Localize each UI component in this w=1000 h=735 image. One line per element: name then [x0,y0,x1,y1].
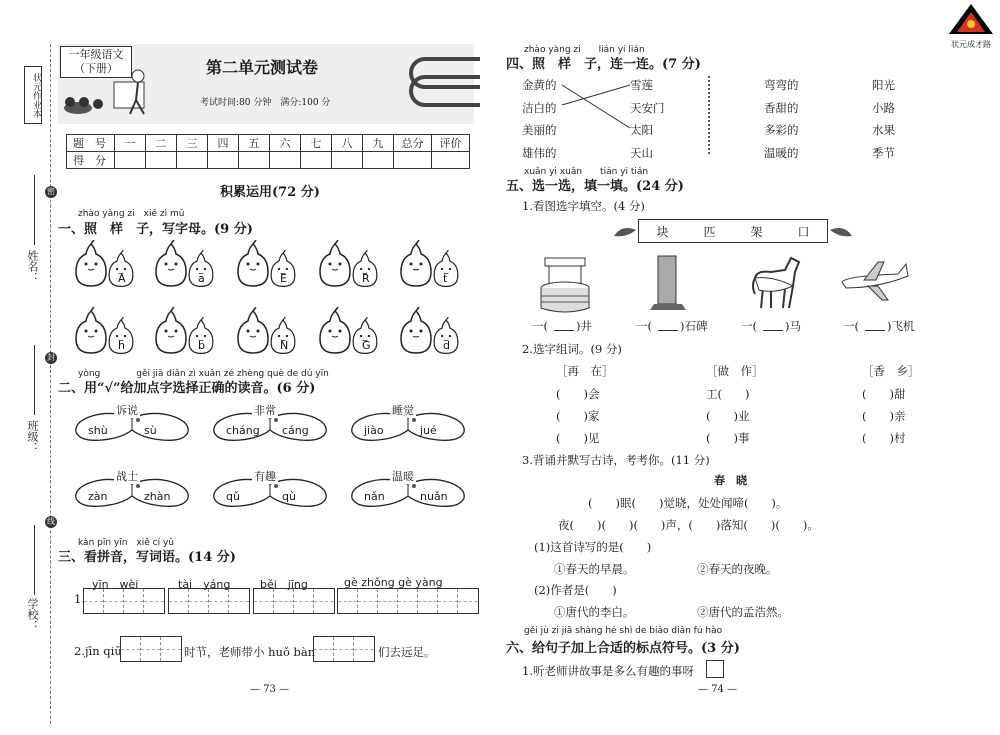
well-icon [535,250,595,315]
spine-mark-3: 线 [47,517,55,526]
word-group-head: ［做 作］ [706,364,764,378]
answer-grid-5[interactable] [120,636,182,662]
q3-row1-num: 1. [74,592,85,606]
score-header-row [67,135,470,152]
pic-fill-blank[interactable] [865,330,885,331]
q2-pinyin: yòng gěi jiā diǎn zì xuǎn zé zhèng què de dú yīn [78,369,329,379]
score-cell[interactable] [239,152,270,169]
col-total: 总分 [394,135,432,152]
emphasis-dot [136,484,140,488]
reading-word: 诉说 [116,404,138,417]
q3-py-2: tài yáng [178,578,231,591]
word-group-head: ［香 乡］ [862,364,920,378]
spine-cut-line [50,44,51,724]
emphasis-dot [412,484,416,488]
q3-py-3: běi jīng [260,578,308,591]
exam-info: 考试时间:80 分钟 满分:100 分 [200,98,331,108]
pinyin-option-b[interactable]: cáng [282,424,309,437]
match-word-left-a[interactable]: 美丽的 [522,123,557,137]
col-1: 一 [115,135,146,152]
emphasis-dot [412,418,416,422]
pic-fill-suffix: )井 [576,319,592,333]
q1-title: 一、照 样 子，写字母。(9 分) [58,222,253,237]
col-8: 八 [332,135,363,152]
score-cell[interactable] [208,152,239,169]
pic-fill-prefix: 一( [741,319,757,333]
match-word-left-a[interactable]: 雄伟的 [522,145,557,160]
pear-letter: R [362,272,370,285]
q5-title: 五、选一选，填一填。(24 分) [506,179,684,194]
word-group-item[interactable]: ( )业 [706,409,750,423]
pear-letter: E [280,272,287,285]
volume-label: （下册） [74,62,118,75]
pinyin-option-a[interactable]: zàn [88,490,108,503]
pinyin-option-a[interactable]: qǔ [226,490,240,503]
pinyin-option-a[interactable]: cháng [226,424,260,437]
poem-q2-b: ②唐代的孟浩然。 [697,605,789,619]
logo [945,2,997,49]
q6-title: 六、给句子加上合适的标点符号。(3 分) [506,641,740,656]
score-table [66,134,470,169]
score-cell[interactable] [177,152,208,169]
poem-q2: (2)作者是( ) [534,583,617,597]
spine-mark-2: 封 [47,353,55,362]
answer-grid-3[interactable] [253,588,335,614]
choice-3: 架 [750,224,763,239]
teacher-illustration-icon [58,62,158,118]
pic-fill-blank[interactable] [658,330,678,331]
q5-sub3: 3.背诵并默写古诗，考考你。(11 分) [522,453,710,467]
pear-letter: N [280,339,289,352]
q5-sub2: 2.选字组词。(9 分) [522,342,622,356]
spine-school-line [34,525,35,595]
punctuation-box-1[interactable] [706,660,724,678]
col-7: 七 [301,135,332,152]
q3-title: 三、看拼音，写词语。(14 分) [58,550,236,565]
logo-icon [945,2,997,36]
pear-letter: h [118,339,125,352]
match-word-left-b[interactable]: 雪莲 [630,78,653,92]
match-word-left-b[interactable]: 天安门 [630,100,665,115]
score-cell[interactable] [332,152,363,169]
col-9: 九 [363,135,394,152]
word-group-item[interactable]: ( )甜 [862,387,906,401]
match-word-left-b[interactable]: 天山 [630,145,653,160]
poem-q2-a: ①唐代的李白。 [554,605,635,619]
col-2: 二 [146,135,177,152]
page-number-right: — 74 — [698,684,738,695]
pinyin-option-a[interactable]: shù [88,424,108,437]
answer-grid-1[interactable] [83,588,165,614]
leaf-ornament-right-icon [828,222,854,240]
pic-fill-blank[interactable] [763,330,783,331]
pear-example [152,240,190,288]
pear-letter: b [198,339,205,352]
poem-line-2: 夜( )( )( )声，( )落知( )( )。 [558,518,819,532]
match-word-right-a[interactable]: 温暖的 [764,145,799,160]
match-word-right-a[interactable]: 多彩的 [764,123,799,137]
word-group-item[interactable]: ( )事 [706,431,750,445]
word-group-head: ［再 在］ [556,364,614,378]
reading-word: 战士 [116,470,138,483]
pear-letter: A [118,272,126,285]
score-cell[interactable] [146,152,177,169]
spine-name-line [34,175,35,245]
leaf-ornament-left-icon [612,222,638,240]
q3-row2-end: 们去远足。 [378,645,436,659]
answer-grid-2[interactable] [168,588,250,614]
pear-example [234,240,272,288]
q3-row2-mid: 时节，老师带小 huǒ bàn [184,645,316,659]
score-cell[interactable] [394,152,432,169]
score-value-row [67,152,470,169]
horse-icon [745,250,805,312]
word-group-item[interactable]: ( )见 [556,431,600,445]
emphasis-dot [136,418,140,422]
q5-sub1: 1.看图选字填空。(4 分) [522,199,645,213]
q4-example-lines [560,80,640,140]
q3-py-1: yīn wèi [92,578,139,591]
match-word-left-a[interactable]: 洁白的 [522,100,557,115]
poem-line-1: ( )眠( )觉晓，处处闻啼( )。 [588,496,788,510]
pic-fill-suffix: )飞机 [887,319,915,333]
score-cell[interactable] [432,152,470,169]
poem-title: 春 晓 [714,474,747,487]
reading-word: 睡觉 [392,404,414,417]
pinyin-option-b[interactable]: jué [420,424,437,437]
pear-example [234,307,272,355]
score-cell[interactable] [301,152,332,169]
pic-fill-blank[interactable] [554,330,574,331]
match-word-right-b[interactable]: 小路 [872,100,895,115]
pinyin-option-b[interactable]: zhàn [144,490,171,503]
logo-text: 状元成才路 [951,40,991,49]
q4-divider [708,76,710,154]
pinyin-option-b[interactable]: qù [282,490,296,503]
pear-letter: a [198,272,205,285]
pear-example [316,240,354,288]
pinyin-option-b[interactable]: nuǎn [420,490,448,503]
score-value-label: 得 分 [67,152,115,169]
poem-q1: (1)这首诗写的是( ) [534,540,652,554]
q4-pinyin: zhào yàng zi lián yi lián [524,45,645,55]
word-group-item[interactable]: ( )村 [862,431,906,445]
pear-letter: t [443,272,448,285]
pic-fill-prefix: 一( [636,319,652,333]
answer-grid-4[interactable] [337,588,479,614]
binder-rings-icon [405,55,480,107]
q5-pinyin: xuǎn yi xuǎn tián yi tián [524,167,649,177]
answer-grid-6[interactable] [313,636,375,662]
pic-fill-suffix: )马 [785,319,801,333]
poem-q1-a: ①春天的早晨。 [554,562,635,576]
poem-q1-b: ②春天的夜晚。 [697,562,778,576]
q3-py-4: gè zhǒng gè yàng [344,576,443,589]
score-cell[interactable] [115,152,146,169]
q6-pinyin: gěi jù zi jiā shàng hé shì de biāo diǎn fú hào [524,626,723,636]
q2-title: 二、用“√”给加点字选择正确的读音。(6 分) [58,381,316,396]
q1-pinyin: zhào yàng zi xiě zì mǔ [78,209,185,219]
choice-box [638,219,828,243]
match-word-right-a[interactable]: 香甜的 [764,100,799,115]
col-5: 五 [239,135,270,152]
choice-1: 块 [656,224,669,239]
match-word-right-b[interactable]: 阳光 [872,78,895,92]
pear-example [397,240,435,288]
spine-mark-1: 密 [47,187,55,196]
pic-fill-prefix: 一( [843,319,859,333]
match-word-right-b[interactable]: 水果 [872,123,895,137]
airplane-icon [838,256,910,306]
reading-word: 非常 [254,404,276,417]
pinyin-option-a[interactable]: nǎn [364,490,385,503]
score-cell[interactable] [363,152,394,169]
spine-title: 状元作业本 [24,66,42,124]
pear-example [72,307,110,355]
spine-name-label: 姓名： [26,250,39,283]
subject-label: 一年级语文 [68,48,124,61]
word-group-item[interactable]: ( )会 [556,387,600,401]
spine-class-line [34,345,35,415]
word-group-item[interactable]: ( )亲 [862,409,906,423]
q6-sentence-1: 1.听老师讲故事是多么有趣的事呀 [522,664,694,678]
stone-tablet-icon [648,252,688,312]
match-word-left-b[interactable]: 太阳 [630,123,653,137]
spine-class-label: 班级： [26,420,39,453]
emphasis-dot [274,484,278,488]
match-word-left-a[interactable]: 金黄的 [522,78,557,92]
q3-row2-start: 2.jīn qiū [74,644,122,658]
col-eval: 评价 [432,135,470,152]
pinyin-option-b[interactable]: sù [144,424,157,437]
col-6: 六 [270,135,301,152]
q3-pinyin: kàn pīn yīn xiě cí yǔ [78,538,175,548]
pear-example [316,307,354,355]
pic-fill-suffix: )石碑 [680,319,708,333]
q4-title: 四、照 样 子，连一连。(7 分) [506,57,701,72]
pear-example [397,307,435,355]
spine-school-label: 学校： [26,598,39,631]
col-4: 四 [208,135,239,152]
word-group-item[interactable]: ( )家 [556,409,600,423]
col-3: 三 [177,135,208,152]
reading-word: 有趣 [254,470,276,483]
match-word-right-a[interactable]: 弯弯的 [764,78,799,92]
match-word-right-b[interactable]: 季节 [872,145,895,160]
emphasis-dot [274,418,278,422]
score-cell[interactable] [270,152,301,169]
choice-2: 匹 [703,224,716,239]
choice-4: 口 [797,224,810,239]
exam-title: 第二单元测试卷 [206,58,319,77]
page-number-left: — 73 — [250,684,290,695]
pear-letter: G [362,339,371,352]
pear-letter: d [443,339,450,352]
word-group-item[interactable]: 工( ) [706,387,750,401]
reading-word: 温暖 [392,470,414,483]
pear-example [72,240,110,288]
pinyin-option-a[interactable]: jiào [364,424,384,437]
pear-example [152,307,190,355]
pic-fill-prefix: 一( [532,319,548,333]
part-title: 积累运用(72 分) [220,185,320,200]
score-header-label: 题 号 [67,135,115,152]
